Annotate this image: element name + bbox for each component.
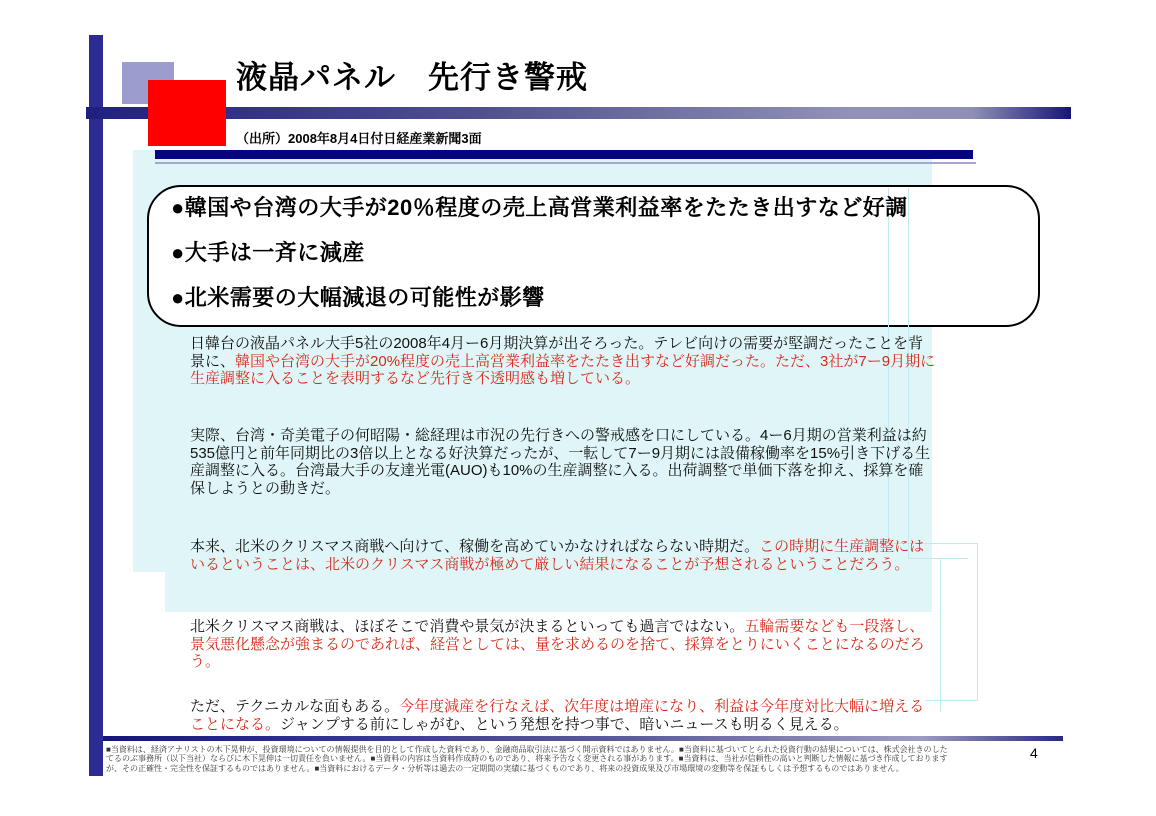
red-square-decoration	[148, 80, 226, 146]
disclaimer-line-1: ■当資料は、経済アナリストの木下晃伸が、投資環境についての情報提供を目的として作成した資料であり、金融商品取引法に基づく開示資料ではありません。■当資料に基づいてとられた投資行動の結果については、株式会社きのした	[106, 745, 948, 754]
key-point-3: ●北米需要の大幅減退の可能性が影響	[171, 285, 545, 310]
text-run-black: 実際、台湾・奇美電子の何昭陽・総経理は市況の先行きへの警戒感を口にしている。4ー6月期の営業利益は約535億円と前年同期比の3倍以上となる好決算だったが、一転して7ー9月期には設備稼働率を15%引き下げる生産調整に入る。台湾最大手の友達光電(AUO)も10%の生産調整に入る。出荷調整で単価下落を抑え、採算を確保しようとの動きだ。	[190, 427, 931, 497]
paragraph-5	[190, 698, 938, 733]
disclaimer-line-3: が、その正確性・完全性を保証するものではありません。■当資料におけるデータ・分析等は過去の一定期間の実績に基づくものであり、将来の投資成果及び市場環境の変動等を保証もしくは予想するものではありません。	[106, 763, 904, 773]
disclaimer-text	[106, 745, 948, 773]
text-run-red: この時期に生産調整にはいるということは、北米のクリスマス商戦が極めて厳しい結果になることが予想されるということだろう。	[190, 538, 925, 573]
text-run-red: 五輪需要なども一段落し、景気悪化懸念が強まるのであれば、経営としては、量を求めるのを捨て、採算をとりにいくことになるのだろう。	[190, 618, 925, 671]
paragraph-1	[190, 335, 938, 388]
sub-header-underline	[155, 162, 976, 164]
paragraph-3	[190, 538, 938, 573]
text-run-red: 韓国や台湾の大手が20%程度の売上高営業利益率をたたき出すなど好調だった。ただ、3社が7ー9月期に生産調整に入ることを表明するなど先行き不透明感も増している。	[190, 352, 936, 388]
source-caption: （出所）2008年8月4日付日経産業新聞3面	[236, 131, 482, 146]
empty-textbox-outline	[977, 543, 978, 701]
page-title: 液晶パネル 先行き警戒	[236, 60, 588, 95]
text-run-black: 日韓台の液晶パネル大手5社の2008年4月ー6月期決算が出そろった。テレビ向けの需要が堅調だったことを背景に、	[190, 335, 924, 370]
footer-divider-bar	[103, 736, 1063, 741]
top-gradient-bar	[86, 107, 1071, 119]
paragraph-2	[190, 427, 938, 497]
paragraph-4	[190, 618, 938, 671]
key-points-list	[171, 196, 908, 331]
key-point-2: ●大手は一斉に減産	[171, 240, 365, 265]
left-accent-bar	[89, 35, 103, 776]
page-number: 4	[1030, 745, 1038, 761]
text-run-black: 北米クリスマス商戦は、ほぼそこで消費や景気が決まるといっても過言ではない。	[190, 618, 745, 635]
text-run-red: 今年度減産を行なえば、次年度は増産になり、利益は今年度対比大幅に増えることになる。	[190, 698, 925, 733]
sub-header-bar	[155, 150, 973, 159]
empty-textbox-outline	[940, 558, 941, 712]
text-run-black: 本来、北米のクリスマス商戦へ向けて、稼働を高めていかなければならない時期だ。	[190, 538, 760, 555]
content-highlight-background-step	[165, 572, 932, 612]
text-run-black: ただ、テクニカルな面もある。	[190, 698, 400, 715]
text-run-black: ジャンプする前にしゃがむ、という発想を持つ事で、暗いニュースも明るく見える。	[280, 715, 849, 733]
key-point-1: ●韓国や台湾の大手が20％程度の売上高営業利益率をたたき出すなど好調	[171, 195, 908, 220]
disclaimer-line-2: てるのぶ事務所（以下当社）ならびに木下晃伸は一切責任を負いません。■当資料の内容は当資料作成時のものであり、将来予告なく変更される事があります。■当資料は、当社が信頼性の高いと判断した情報に基づき作成しております	[106, 754, 948, 764]
